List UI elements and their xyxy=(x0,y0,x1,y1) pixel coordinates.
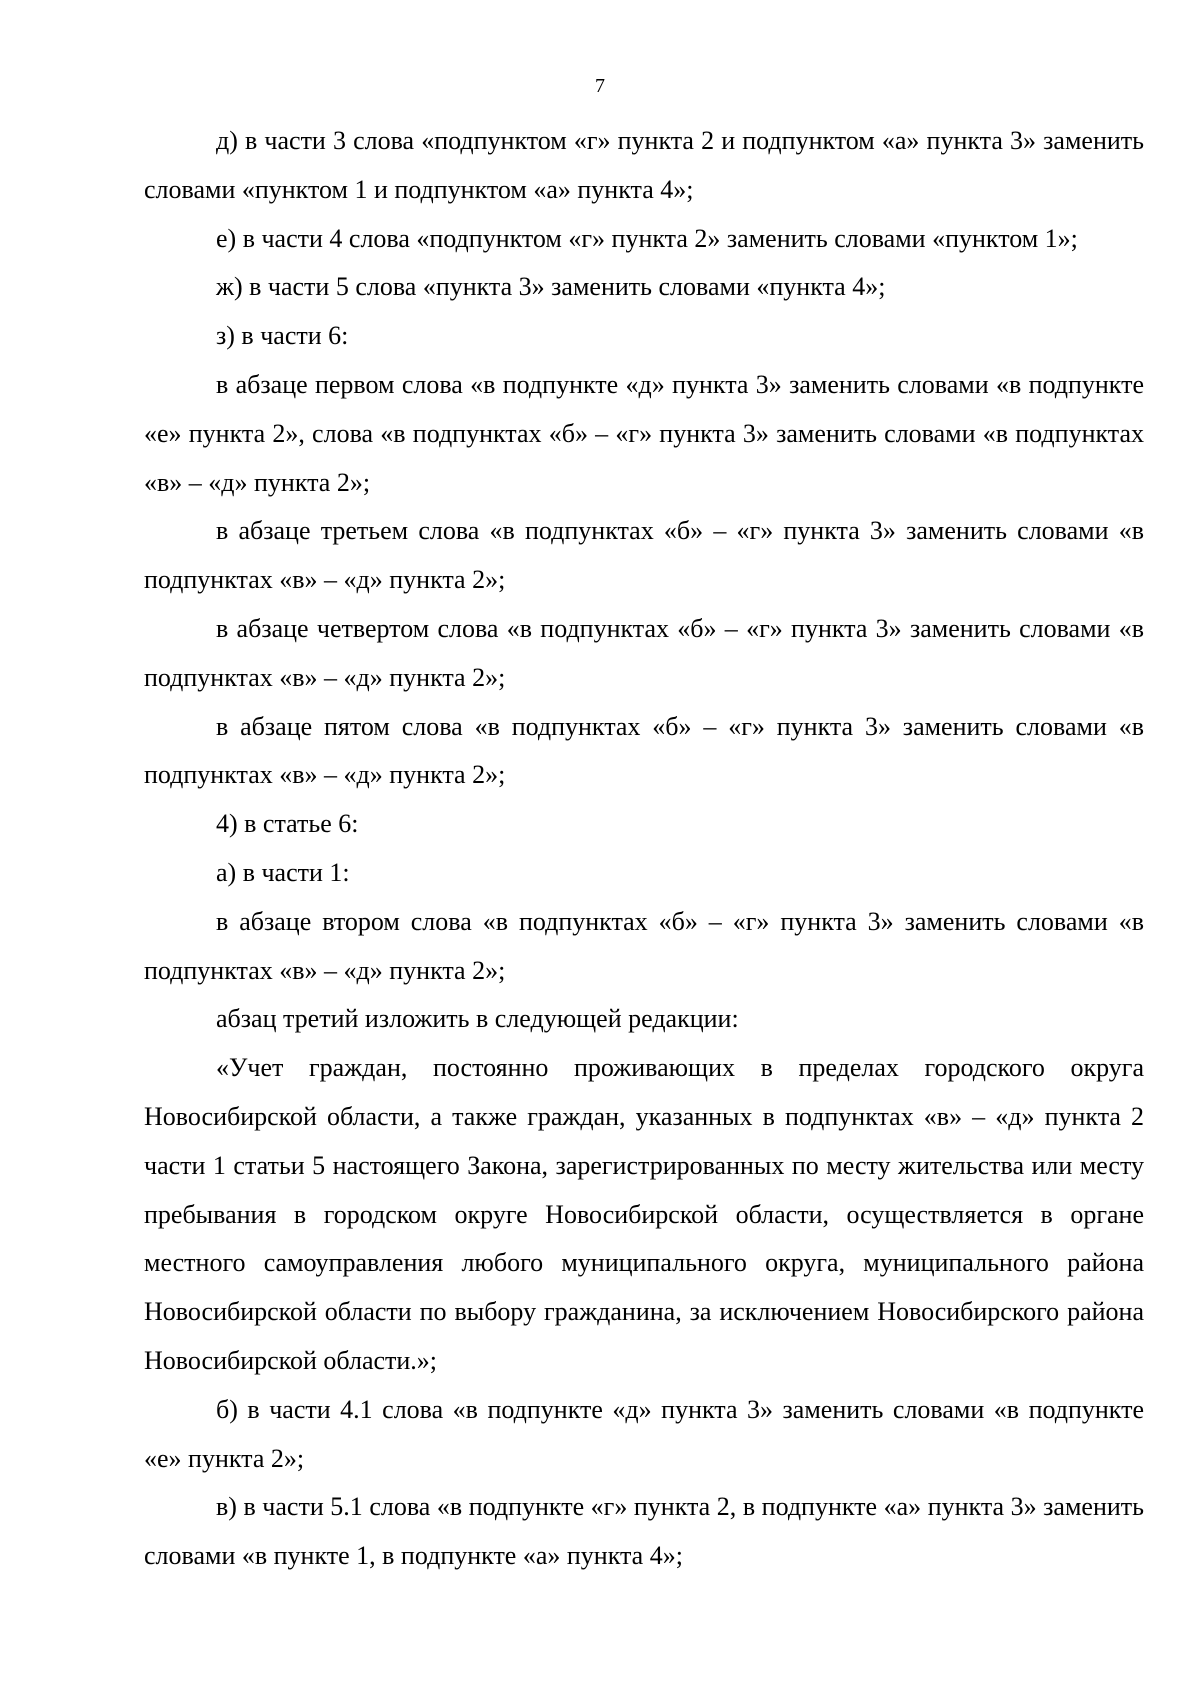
paragraph-abzac-fifth: в абзаце пятом слова «в подпунктах «б» – «г» пункта 3» заменить словами «в подпунктах «в» – «д» пункта 2»; xyxy=(144,711,1144,790)
paragraph-e-part-4: е) в части 4 слова «подпунктом «г» пункта 2» заменить словами «пунктом 1»; xyxy=(216,223,1078,253)
document-body xyxy=(144,117,1144,1581)
paragraph-abzac-third-new-wording: абзац третий изложить в следующей редакции: xyxy=(216,1004,739,1034)
paragraph-zh-part-5: ж) в части 5 слова «пункта 3» заменить словами «пункта 4»; xyxy=(216,272,886,302)
paragraph-z-part-6: з) в части 6: xyxy=(216,321,349,351)
paragraph-abzac-first: в абзаце первом слова «в подпункте «д» пункта 3» заменить словами «в подпункте «е» пункта 2», слова «в подпунктах «б» – «г» пункта 3» заменить словами «в подпунктах «в» – «д» пункта 2»; xyxy=(144,369,1144,497)
paragraph-d-part-3: д) в части 3 слова «подпунктом «г» пункта 2 и подпунктом «а» пункта 3» заменить словами «пунктом 1 и подпунктом «а» пункта 4»; xyxy=(144,126,1144,204)
paragraph-a-part-1: а) в части 1: xyxy=(216,857,350,887)
paragraph-quoted-text: «Учет граждан, постоянно проживающих в пределах городского округа Новосибирской области, а также граждан, указанных в подпунктах «в» – «д» пункта 2 части 1 статьи 5 настоящего Закона, зарегистрированных по месту жительства или месту пребывания в городском округе Новосибирской области, осуществляется в органе местного самоуправления любого муниципального округа, муниципального района Новосибирской области по выбору гражданина, за исключением Новосибирского района Новосибирской области.»; xyxy=(144,1053,1144,1375)
paragraph-abzac-third: в абзаце третьем слова «в подпунктах «б» – «г» пункта 3» заменить словами «в подпунктах «в» – «д» пункта 2»; xyxy=(144,516,1144,595)
paragraph-b-part-4-1: б) в части 4.1 слова «в подпункте «д» пункта 3» заменить словами «в подпункте «е» пункта 2»; xyxy=(144,1394,1144,1473)
paragraph-abzac-second: в абзаце втором слова «в подпунктах «б» – «г» пункта 3» заменить словами «в подпунктах «в» – «д» пункта 2»; xyxy=(144,906,1144,985)
paragraph-abzac-fourth: в абзаце четвертом слова «в подпунктах «б» – «г» пункта 3» заменить словами «в подпунктах «в» – «д» пункта 2»; xyxy=(144,613,1144,692)
paragraph-v-part-5-1: в) в части 5.1 слова «в подпункте «г» пункта 2, в подпункте «а» пункта 3» заменить словами «в пункте 1, в подпункте «а» пункта 4»; xyxy=(144,1492,1144,1571)
page-number: 7 xyxy=(595,75,605,97)
paragraph-article-6: 4) в статье 6: xyxy=(216,809,359,839)
